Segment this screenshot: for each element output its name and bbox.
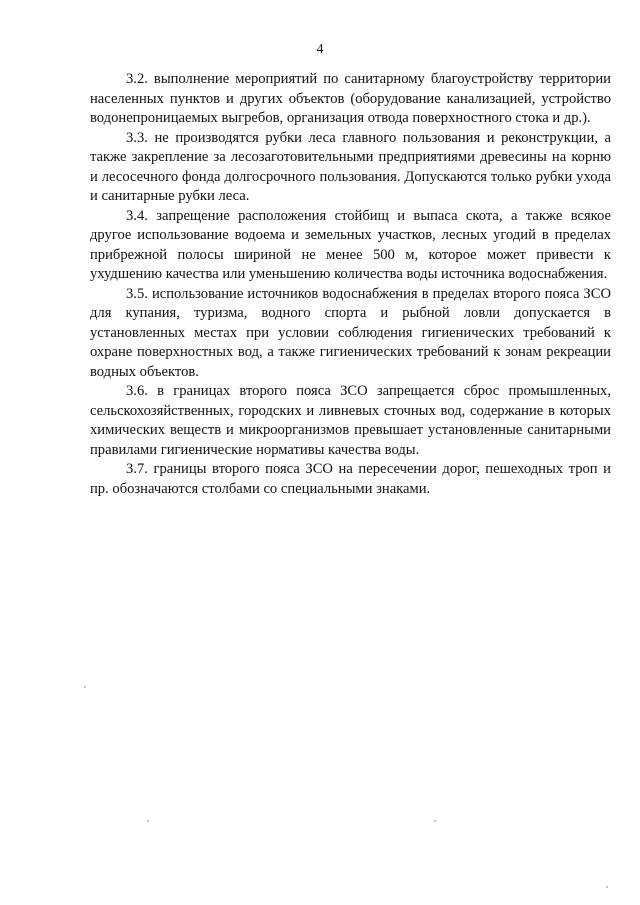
scan-speck bbox=[434, 820, 436, 822]
scan-speck bbox=[606, 886, 608, 888]
paragraph-3-5: 3.5. использование источников водоснабжения в пределах второго пояса ЗСО для купания, туризма, водного спорта и рыбной ловли допускается в установленных местах при условии соблюдения гигиенических требований к охране поверхностных вод, а также гигиенических требований к зонам рекреации водных объектов. bbox=[90, 285, 611, 380]
paragraph-3-4: 3.4. запрещение расположения стойбищ и выпаса скота, а также всякое другое использование водоема и земельных участков, лесных угодий в пределах прибрежной полосы шириной не менее 500 м, которое может привести к ухудшению качества или уменьшению количества воды источника водоснабжения. bbox=[90, 207, 611, 282]
paragraph-3-6: 3.6. в границах второго пояса ЗСО запрещается сброс промышленных, сельскохозяйственных, городских и ливневых сточных вод, содержание в которых химических веществ и микроорганизмов превышает установленные санитарными правилами гигиенические нормативы качества воды. bbox=[90, 383, 611, 458]
scan-speck bbox=[84, 686, 86, 688]
page-number: 4 bbox=[316, 42, 324, 57]
scan-speck bbox=[147, 820, 149, 822]
paragraph-3-2: 3.2. выполнение мероприятий по санитарному благоустройству территории населенных пунктов и других объектов (оборудование канализацией, устройство водонепроницаемых выгребов, организация отвода поверхностного стока и др.). bbox=[90, 71, 611, 126]
document-body bbox=[90, 70, 611, 499]
paragraph-3-3: 3.3. не производятся рубки леса главного пользования и реконструкции, а также закрепление за лесозаготовительными предприятиями древесины на корню и лесосечного фонда долгосрочного пользования. Допускаются только рубки ухода и санитарные рубки леса. bbox=[90, 129, 611, 204]
paragraph-3-7: 3.7. границы второго пояса ЗСО на пересечении дорог, пешеходных троп и пр. обозначаются столбами со специальными знаками. bbox=[90, 461, 611, 497]
